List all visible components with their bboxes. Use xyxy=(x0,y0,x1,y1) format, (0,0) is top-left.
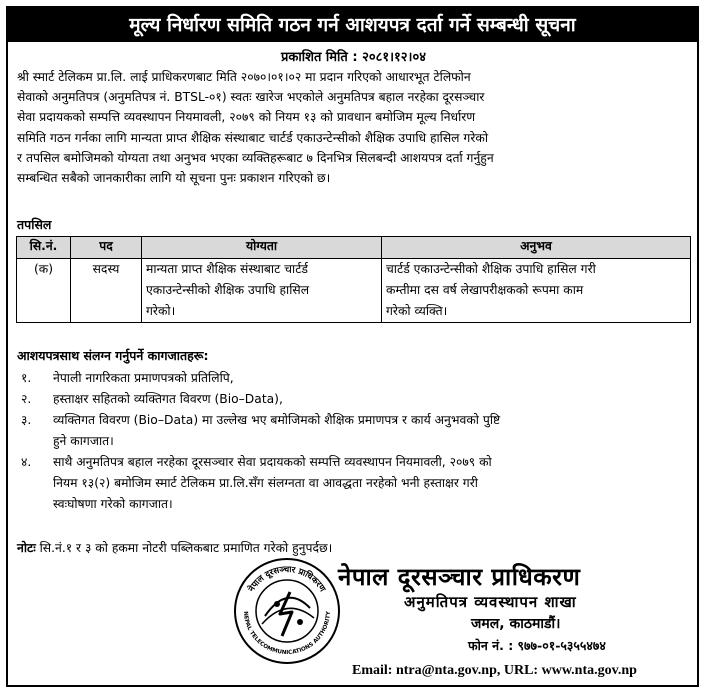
cell-line: गरेको। xyxy=(146,304,176,318)
nta-seal-logo xyxy=(232,556,342,666)
intro-line: सम्बन्धित सबैको जानकारीका लागि यो सूचना पुनः प्रकाशन गरिएको छ। xyxy=(17,171,331,186)
table-cell-qualification xyxy=(142,259,382,323)
cell-line: कम्तीमा दस वर्ष लेखापरीक्षकको रूपमा काम xyxy=(386,283,584,297)
seal-text-top: नेपाल दूरसञ्चार प्राधिकरण xyxy=(246,564,328,594)
list-number: ४. xyxy=(21,455,32,469)
cell-line: मान्यता प्राप्त शैक्षिक संस्थाबाट चार्टर्ड xyxy=(146,262,308,276)
publication-label: प्रकाशित मिति : xyxy=(280,50,358,65)
documents-list xyxy=(17,368,689,515)
publication-date xyxy=(0,47,707,65)
table-header-row xyxy=(17,237,691,259)
list-text: व्यक्तिगत विवरण (Bio–Data) मा उल्लेख भए बमोजिमको शैक्षिक प्रमाणपत्र र कार्य अनुभवको पुष्टि xyxy=(53,413,501,427)
seal-text-bottom: NEPAL TELECOMMUNICATIONS AUTHORITY xyxy=(241,611,333,657)
list-item xyxy=(17,452,689,515)
contact-info: Email: ntra@nta.gov.np, URL: www.nta.gov.np xyxy=(352,663,637,678)
publication-value: २०८१।१२।०४ xyxy=(362,50,426,65)
table-header: सि.नं. xyxy=(17,237,71,259)
list-number: ३. xyxy=(21,413,32,427)
intro-line: सेवाको अनुमतिपत्र (अनुमतिपत्र नं. BTSL-०१) स्वतः खारेज भएकोले अनुमतिपत्र बहाल नरहेका दूरसञ्चार xyxy=(17,90,485,105)
phone-number: फोन नं. : ९७७-०१-५३५५४७४ xyxy=(468,638,606,653)
note xyxy=(17,539,332,556)
notice-title: मूल्य निर्धारण समिति गठन गर्न आशयपत्र दर्ता गर्ने सम्बन्धी सूचना xyxy=(8,8,697,42)
cell-line: एकाउन्टेन्सीको शैक्षिक उपाधि हासिल xyxy=(146,283,310,297)
table-cell-sn: (क) xyxy=(17,259,71,323)
list-number: २. xyxy=(21,392,32,406)
intro-line: र तपसिल बमोजिमको योग्यता तथा अनुभव भएका व्यक्तिहरूबाट ७ दिनभित्र सिलबन्दी आशयपत्र दर्ता गर्नुहुन xyxy=(17,150,494,165)
address: जमल, काठमाडौं। xyxy=(471,616,561,632)
intro-paragraph xyxy=(17,67,689,188)
table-row xyxy=(17,259,691,323)
organization-name: नेपाल दूरसञ्चार प्राधिकरण xyxy=(338,563,581,591)
list-item xyxy=(17,368,689,389)
documents-heading: आशयपत्रसाथ संलग्न गर्नुपर्ने कागजातहरू: xyxy=(17,348,209,363)
list-text: स्वःघोषणा गरेको कागजात। xyxy=(53,497,173,511)
table-header: योग्यता xyxy=(142,237,382,259)
details-heading: तपसिल xyxy=(17,217,52,232)
list-text: हुने कागजात। xyxy=(53,434,114,448)
list-text: हस्ताक्षर सहितको व्यक्तिगत विवरण (Bio–Data), xyxy=(53,392,283,406)
table-header: अनुभव xyxy=(382,237,691,259)
table-cell-post: सदस्य xyxy=(71,259,142,323)
branch-name: अनुमतिपत्र व्यवस्थापन शाखा xyxy=(404,593,577,611)
intro-line: समिति गठन गर्नका लागि मान्यता प्राप्त शैक्षिक संस्थाबाट चार्टर्ड एकाउन्टेन्सीको शैक्षिक उपाधि हासिल गरेको xyxy=(17,130,489,145)
svg-text:NEPAL TELECOMMUNICATIONS AUTHO xyxy=(242,610,332,656)
table-header: पद xyxy=(71,237,142,259)
details-table xyxy=(16,236,691,323)
note-text: सि.नं.१ र ३ को हकमा नोटरी पब्लिकबाट प्रमाणित गरेको हुनुपर्दछ। xyxy=(35,541,333,555)
cell-line: चार्टर्ड एकाउन्टेन्सीको शैक्षिक उपाधि हासिल गरी xyxy=(386,262,596,276)
list-item xyxy=(17,389,689,410)
note-label: नोटः xyxy=(17,541,36,555)
list-text: नेपाली नागरिकता प्रमाणपत्रको प्रतिलिपि, xyxy=(53,371,234,385)
list-text: साथै अनुमतिपत्र बहाल नरहेका दूरसञ्चार सेवा प्रदायकको सम्पत्ति व्यवस्थापन नियमावली, २०७९ को xyxy=(53,455,492,469)
intro-line: सेवा प्रदायकको सम्पत्ति व्यवस्थापन नियमावली, २०७९ को नियम १३ को प्रावधान बमोजिम मूल्य निर्धारण xyxy=(17,110,476,125)
cell-line: गरेको व्यक्ति। xyxy=(386,304,448,318)
list-text: नियम १३(२) बमोजिम स्मार्ट टेलिकम प्रा.लि.सँग संलग्नता वा आवद्धता नरहेको भनी हस्ताक्षर गरी xyxy=(53,476,478,490)
intro-line: श्री स्मार्ट टेलिकम प्रा.लि. लाई प्राधिकरणबाट मिति २०७०।०१।०२ मा प्रदान गरिएको आधारभूत टेलिफोन xyxy=(17,70,471,84)
list-item xyxy=(17,410,689,452)
table-cell-experience xyxy=(382,259,691,323)
list-number: १. xyxy=(21,371,32,385)
